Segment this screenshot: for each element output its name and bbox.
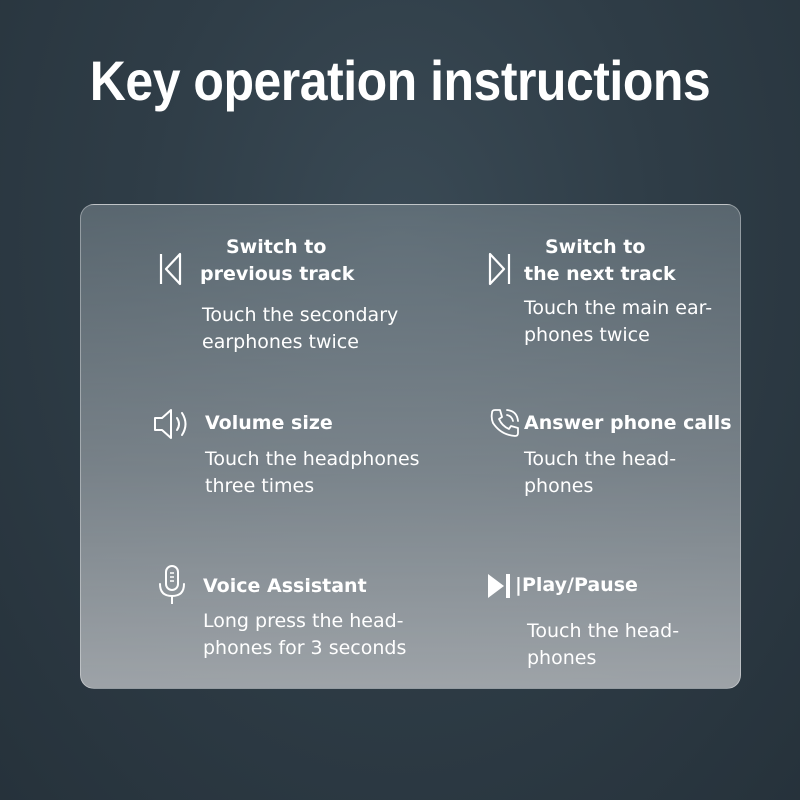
phone-call-icon: [489, 407, 521, 439]
item-description: Touch the secondary earphones twice: [202, 304, 399, 353]
item-description: Touch the headphones three times: [205, 448, 420, 497]
item-description: Touch the head- phones: [527, 620, 680, 669]
item-title: Answer phone calls: [524, 412, 732, 434]
item-title: Volume size: [205, 412, 333, 434]
item-title: |Play/Pause: [515, 574, 638, 596]
item-title: Voice Assistant: [203, 575, 367, 597]
previous-track-icon: [158, 252, 184, 286]
item-description: Touch the main ear- phones twice: [524, 297, 713, 346]
next-track-icon: [486, 252, 512, 286]
item-title: Switch to the next track: [524, 236, 676, 285]
item-description: Touch the head- phones: [524, 448, 677, 497]
item-description: Long press the head- phones for 3 seconds: [203, 610, 407, 659]
speaker-icon: [153, 406, 191, 442]
microphone-icon: [156, 564, 188, 606]
item-title: Switch to previous track: [200, 236, 355, 285]
play-pause-icon: [486, 573, 514, 599]
page-title: Key operation instructions: [89, 49, 711, 113]
